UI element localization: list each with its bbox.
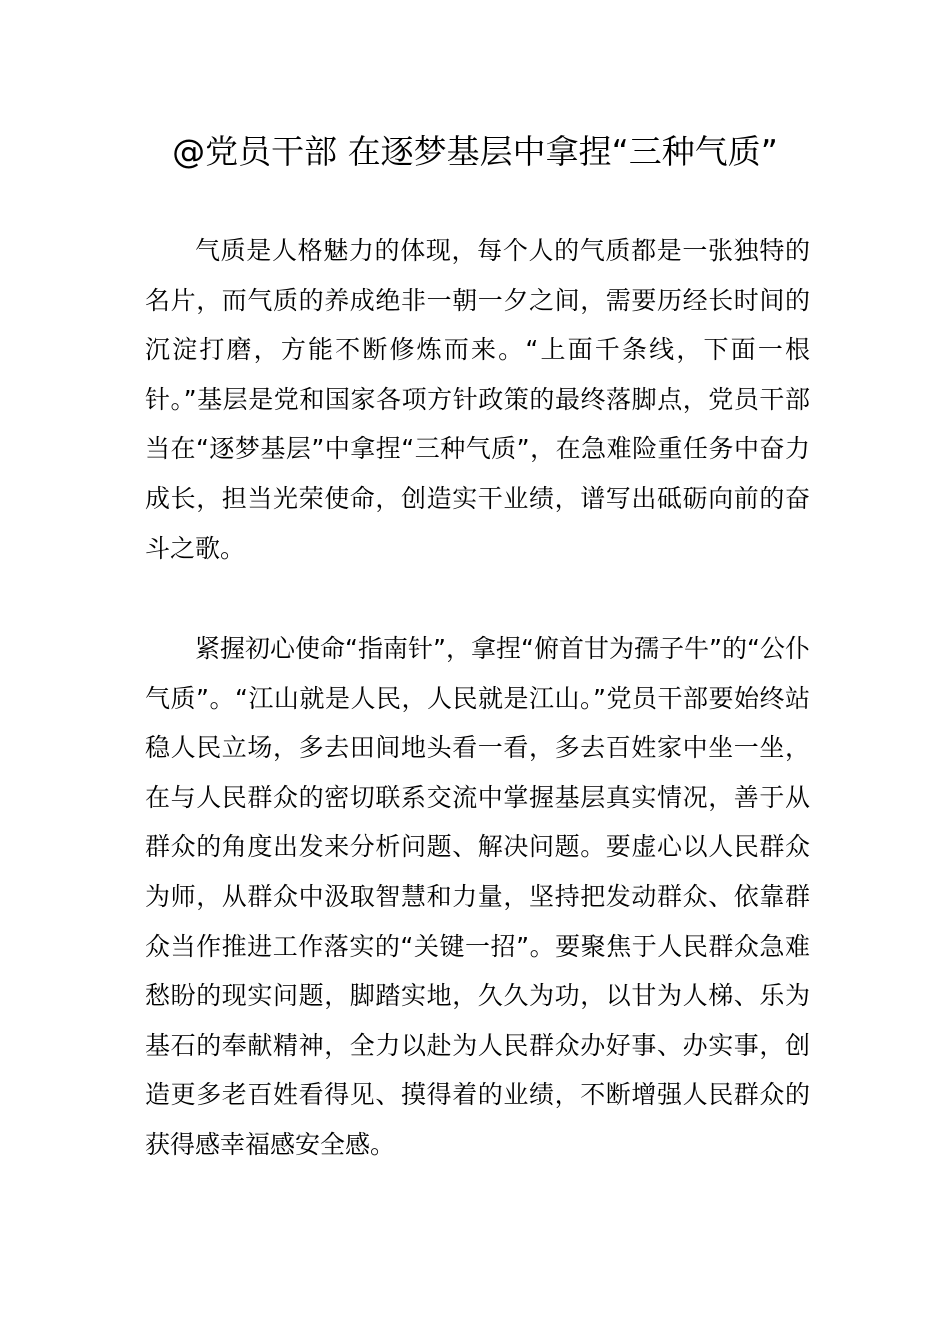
paragraph-public-servant: 紧握初心使命“指南针”，拿捏“俯首甘为孺子牛”的“公仆气质”。“江山就是人民，人民就是江山。”党员干部要始终站稳人民立场，多去田间地头看一看，多去百姓家中坐一坐，在与人民群众的密切联系交流中掌握基层真实情况，善于从群众的角度出发来分析问题、解决问题。要虚心以人民群众为师，从群众中汲取智慧和力量，坚持把发动群众、依靠群众当作推进工作落实的“关键一招”。要聚焦于人民群众急难愁盼的现实问题，脚踏实地，久久为功，以甘为人梯、乐为基石的奉献精神，全力以赴为人民群众办好事、办实事，创造更多老百姓看得见、摸得着的业绩，不断增强人民群众的获得感幸福感安全感。 [145,634,810,1159]
document-title: @党员干部 在逐梦基层中拿捏“三种气质” [172,132,778,171]
paragraph-intro: 气质是人格魅力的体现，每个人的气质都是一张独特的名片，而气质的养成绝非一朝一夕之间，需要历经长时间的沉淀打磨，方能不断修炼而来。“上面千条线，下面一根针。”基层是党和国家各项方针政策的最终落脚点，党员干部当在“逐梦基层”中拿捏“三种气质”，在急难险重任务中奋力成长，担当光荣使命，创造实干业绩，谱写出砥砺向前的奋斗之歌。 [145,236,810,563]
